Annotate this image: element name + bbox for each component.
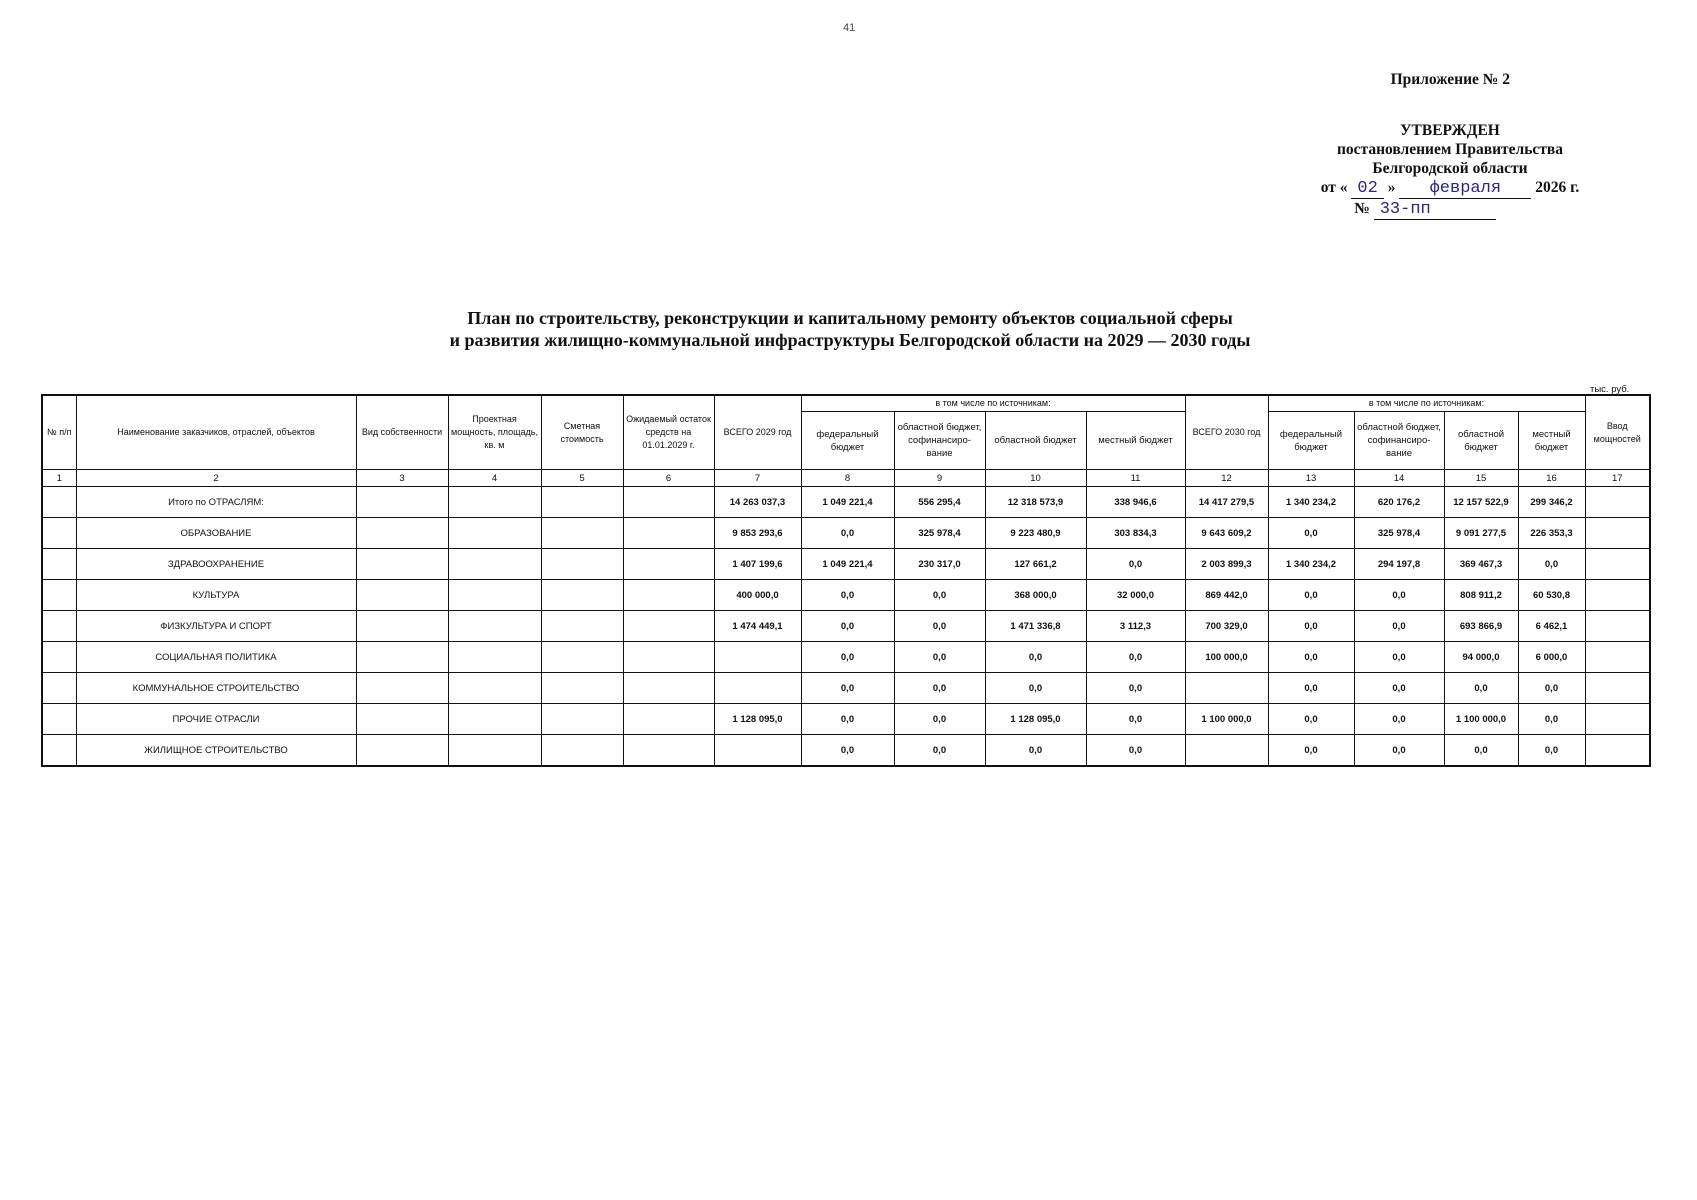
cell-total2030	[1185, 673, 1268, 704]
cell-capacity	[448, 735, 541, 767]
cell-commissioning	[1585, 580, 1650, 611]
header-regional-2029: областной бюджет	[985, 412, 1086, 470]
cell-total2029: 1 128 095,0	[714, 704, 801, 735]
column-number: 7	[714, 470, 801, 487]
cell-federal2029: 0,0	[801, 735, 894, 767]
cell-cofin2029: 0,0	[894, 642, 985, 673]
cell-federal2029: 0,0	[801, 673, 894, 704]
header-total-2030: ВСЕГО 2030 год	[1185, 395, 1268, 470]
cell-num	[42, 704, 76, 735]
cell-federal2030: 0,0	[1268, 735, 1354, 767]
cell-total2030: 2 003 899,3	[1185, 549, 1268, 580]
cell-ownership	[356, 549, 448, 580]
table-row	[42, 735, 1650, 767]
cell-capacity	[448, 549, 541, 580]
column-number: 11	[1086, 470, 1185, 487]
cell-estimate	[541, 704, 623, 735]
cell-num	[42, 735, 76, 767]
column-number: 2	[76, 470, 356, 487]
cell-local2030: 60 530,8	[1518, 580, 1585, 611]
cell-local2029: 32 000,0	[1086, 580, 1185, 611]
cell-cofin2029: 0,0	[894, 580, 985, 611]
cell-ownership	[356, 735, 448, 767]
cell-federal2030: 0,0	[1268, 580, 1354, 611]
cell-capacity	[448, 518, 541, 549]
cell-regional2029: 0,0	[985, 673, 1086, 704]
header-row-groups	[42, 395, 1650, 412]
header-total-2029: ВСЕГО 2029 год	[714, 395, 801, 470]
header-commissioning: Ввод мощностей	[1585, 395, 1650, 470]
date-mid: »	[1387, 179, 1396, 196]
cell-capacity	[448, 611, 541, 642]
cell-local2029: 0,0	[1086, 642, 1185, 673]
cell-cofin2030: 0,0	[1354, 580, 1444, 611]
header-ownership: Вид собственности	[356, 395, 448, 470]
cell-name: КОММУНАЛЬНОЕ СТРОИТЕЛЬСТВО	[76, 673, 356, 704]
approval-number	[1300, 199, 1600, 220]
cell-cofin2030: 0,0	[1354, 735, 1444, 767]
cell-remainder	[623, 611, 714, 642]
cell-regional2030: 369 467,3	[1444, 549, 1518, 580]
cell-regional2029: 9 223 480,9	[985, 518, 1086, 549]
cell-cofin2029: 0,0	[894, 704, 985, 735]
cell-cofin2029: 325 978,4	[894, 518, 985, 549]
cell-regional2030: 1 100 000,0	[1444, 704, 1518, 735]
appendix-label: Приложение № 2	[1390, 71, 1510, 88]
cell-estimate	[541, 735, 623, 767]
cell-capacity	[448, 580, 541, 611]
cell-cofin2030: 0,0	[1354, 704, 1444, 735]
cell-cofin2030: 620 176,2	[1354, 487, 1444, 518]
cell-federal2030: 1 340 234,2	[1268, 487, 1354, 518]
cell-name: ЖИЛИЩНОЕ СТРОИТЕЛЬСТВО	[76, 735, 356, 767]
cell-capacity	[448, 487, 541, 518]
cell-regional2029: 1 471 336,8	[985, 611, 1086, 642]
approval-line-1: постановлением Правительства	[1336, 141, 1564, 158]
cell-name: ЗДРАВООХРАНЕНИЕ	[76, 549, 356, 580]
cell-cofin2030: 294 197,8	[1354, 549, 1444, 580]
approval-date	[1300, 178, 1600, 199]
cell-local2029: 0,0	[1086, 673, 1185, 704]
date-prefix: от «	[1320, 179, 1348, 196]
cell-total2029: 9 853 293,6	[714, 518, 801, 549]
cell-capacity	[448, 673, 541, 704]
cell-estimate	[541, 673, 623, 704]
cell-commissioning	[1585, 642, 1650, 673]
cell-cofin2030: 0,0	[1354, 611, 1444, 642]
cell-commissioning	[1585, 704, 1650, 735]
header-federal-2030: федеральный бюджет	[1268, 412, 1354, 470]
cell-estimate	[541, 642, 623, 673]
header-capacity: Проектная мощность, площадь, кв. м	[448, 395, 541, 470]
cell-ownership	[356, 487, 448, 518]
cell-capacity	[448, 642, 541, 673]
cell-federal2030: 0,0	[1268, 704, 1354, 735]
date-year: 2026 г.	[1535, 179, 1580, 196]
cell-local2029: 0,0	[1086, 704, 1185, 735]
approval-line-2: Белгородской области	[1372, 160, 1528, 177]
column-number: 3	[356, 470, 448, 487]
cell-federal2029: 1 049 221,4	[801, 549, 894, 580]
cell-remainder	[623, 580, 714, 611]
header-local-2029: местный бюджет	[1086, 412, 1185, 470]
cell-remainder	[623, 704, 714, 735]
table-row	[42, 642, 1650, 673]
cell-regional2030: 94 000,0	[1444, 642, 1518, 673]
cell-local2030: 226 353,3	[1518, 518, 1585, 549]
cell-remainder	[623, 518, 714, 549]
header-local-2030: местный бюджет	[1518, 412, 1585, 470]
cell-federal2030: 0,0	[1268, 642, 1354, 673]
cell-local2030: 0,0	[1518, 704, 1585, 735]
cell-total2029: 1 474 449,1	[714, 611, 801, 642]
column-number: 12	[1185, 470, 1268, 487]
cell-total2029: 400 000,0	[714, 580, 801, 611]
cell-cofin2029: 0,0	[894, 735, 985, 767]
cell-local2030: 0,0	[1518, 735, 1585, 767]
cell-federal2030: 1 340 234,2	[1268, 549, 1354, 580]
cell-regional2030: 0,0	[1444, 735, 1518, 767]
cell-regional2030: 12 157 522,9	[1444, 487, 1518, 518]
cell-local2030: 6 000,0	[1518, 642, 1585, 673]
cell-ownership	[356, 704, 448, 735]
cell-name: КУЛЬТУРА	[76, 580, 356, 611]
cell-federal2029: 0,0	[801, 580, 894, 611]
cell-total2030: 1 100 000,0	[1185, 704, 1268, 735]
cell-local2029: 338 946,6	[1086, 487, 1185, 518]
cell-cofin2030: 325 978,4	[1354, 518, 1444, 549]
cell-total2030: 700 329,0	[1185, 611, 1268, 642]
column-number: 8	[801, 470, 894, 487]
cell-total2030: 14 417 279,5	[1185, 487, 1268, 518]
cell-commissioning	[1585, 735, 1650, 767]
approved-label: УТВЕРЖДЕН	[1400, 122, 1500, 139]
cell-ownership	[356, 673, 448, 704]
cell-regional2029: 0,0	[985, 735, 1086, 767]
cell-total2029	[714, 673, 801, 704]
cell-remainder	[623, 673, 714, 704]
cell-cofin2029: 230 317,0	[894, 549, 985, 580]
cell-remainder	[623, 735, 714, 767]
cell-total2029	[714, 735, 801, 767]
column-number: 16	[1518, 470, 1585, 487]
cell-num	[42, 487, 76, 518]
cell-commissioning	[1585, 549, 1650, 580]
header-num: № п/п	[42, 395, 76, 470]
column-number: 5	[541, 470, 623, 487]
cell-commissioning	[1585, 518, 1650, 549]
date-day: 02	[1351, 179, 1383, 199]
cell-commissioning	[1585, 673, 1650, 704]
cell-cofin2029: 0,0	[894, 673, 985, 704]
cell-num	[42, 580, 76, 611]
cell-num	[42, 518, 76, 549]
cell-total2029: 1 407 199,6	[714, 549, 801, 580]
cell-regional2029: 0,0	[985, 642, 1086, 673]
document-title	[300, 307, 1400, 351]
cell-num	[42, 611, 76, 642]
cell-cofin2029: 0,0	[894, 611, 985, 642]
cell-total2030: 100 000,0	[1185, 642, 1268, 673]
cell-cofin2029: 556 295,4	[894, 487, 985, 518]
cell-federal2029: 0,0	[801, 611, 894, 642]
table-row	[42, 704, 1650, 735]
cell-ownership	[356, 518, 448, 549]
cell-federal2029: 0,0	[801, 518, 894, 549]
cell-estimate	[541, 518, 623, 549]
cell-commissioning	[1585, 611, 1650, 642]
cell-total2030: 9 643 609,2	[1185, 518, 1268, 549]
column-number: 14	[1354, 470, 1444, 487]
cell-total2029	[714, 642, 801, 673]
column-number: 6	[623, 470, 714, 487]
table-row	[42, 580, 1650, 611]
column-number: 4	[448, 470, 541, 487]
cell-regional2029: 368 000,0	[985, 580, 1086, 611]
cell-num	[42, 673, 76, 704]
number-prefix: №	[1354, 200, 1370, 217]
cell-federal2030: 0,0	[1268, 518, 1354, 549]
cell-num	[42, 549, 76, 580]
cell-federal2029: 1 049 221,4	[801, 487, 894, 518]
cell-name: Итого по ОТРАСЛЯМ:	[76, 487, 356, 518]
cell-regional2030: 693 866,9	[1444, 611, 1518, 642]
cell-local2029: 3 112,3	[1086, 611, 1185, 642]
table-row	[42, 518, 1650, 549]
cell-name: ОБРАЗОВАНИЕ	[76, 518, 356, 549]
cell-commissioning	[1585, 487, 1650, 518]
table-row	[42, 611, 1650, 642]
cell-regional2030: 808 911,2	[1444, 580, 1518, 611]
cell-estimate	[541, 580, 623, 611]
cell-regional2029: 1 128 095,0	[985, 704, 1086, 735]
cell-total2029: 14 263 037,3	[714, 487, 801, 518]
header-sources-2030: в том числе по источникам:	[1268, 395, 1585, 412]
cell-remainder	[623, 487, 714, 518]
header-cofin-2030: областной бюджет, софинансиро-вание	[1354, 412, 1444, 470]
table-row	[42, 549, 1650, 580]
cell-estimate	[541, 549, 623, 580]
document-number: 33-пп	[1374, 200, 1496, 220]
cell-estimate	[541, 611, 623, 642]
cell-local2030: 299 346,2	[1518, 487, 1585, 518]
column-number: 10	[985, 470, 1086, 487]
cell-local2030: 0,0	[1518, 673, 1585, 704]
title-line-2: и развития жилищно-коммунальной инфраструктуры Белгородской области на 2029 — 2030 годы	[449, 330, 1251, 350]
cell-local2029: 0,0	[1086, 735, 1185, 767]
page-number: 41	[843, 22, 856, 34]
units-label: тыс. руб.	[1590, 384, 1630, 395]
cell-remainder	[623, 549, 714, 580]
cell-local2029: 303 834,3	[1086, 518, 1185, 549]
cell-total2030	[1185, 735, 1268, 767]
header-sources-2029: в том числе по источникам:	[801, 395, 1185, 412]
cell-local2030: 0,0	[1518, 549, 1585, 580]
column-number: 1	[42, 470, 76, 487]
approval-block	[1300, 70, 1600, 220]
cell-ownership	[356, 611, 448, 642]
cell-remainder	[623, 642, 714, 673]
cell-regional2029: 127 661,2	[985, 549, 1086, 580]
cell-total2030: 869 442,0	[1185, 580, 1268, 611]
cell-estimate	[541, 487, 623, 518]
cell-num	[42, 642, 76, 673]
cell-name: СОЦИАЛЬНАЯ ПОЛИТИКА	[76, 642, 356, 673]
cell-regional2030: 0,0	[1444, 673, 1518, 704]
cell-cofin2030: 0,0	[1354, 642, 1444, 673]
header-regional-2030: областной бюджет	[1444, 412, 1518, 470]
cell-local2029: 0,0	[1086, 549, 1185, 580]
cell-regional2029: 12 318 573,9	[985, 487, 1086, 518]
column-numbers-row	[42, 470, 1650, 487]
table-row	[42, 487, 1650, 518]
cell-ownership	[356, 642, 448, 673]
title-line-1: План по строительству, реконструкции и капитальному ремонту объектов социальной сферы	[467, 308, 1233, 328]
cell-name: ФИЗКУЛЬТУРА И СПОРТ	[76, 611, 356, 642]
cell-ownership	[356, 580, 448, 611]
header-name: Наименование заказчиков, отраслей, объектов	[76, 395, 356, 470]
header-federal-2029: федеральный бюджет	[801, 412, 894, 470]
plan-table	[41, 394, 1651, 767]
cell-capacity	[448, 704, 541, 735]
header-estimate: Сметная стоимость	[541, 395, 623, 470]
header-remainder: Ожидаемый остаток средств на 01.01.2029 г.	[623, 395, 714, 470]
header-cofin-2029: областной бюджет, софинансиро-вание	[894, 412, 985, 470]
cell-federal2030: 0,0	[1268, 611, 1354, 642]
cell-name: ПРОЧИЕ ОТРАСЛИ	[76, 704, 356, 735]
column-number: 17	[1585, 470, 1650, 487]
date-month: февраля	[1399, 179, 1531, 199]
cell-federal2029: 0,0	[801, 704, 894, 735]
column-number: 13	[1268, 470, 1354, 487]
cell-federal2030: 0,0	[1268, 673, 1354, 704]
cell-local2030: 6 462,1	[1518, 611, 1585, 642]
table-row	[42, 673, 1650, 704]
cell-regional2030: 9 091 277,5	[1444, 518, 1518, 549]
column-number: 15	[1444, 470, 1518, 487]
column-number: 9	[894, 470, 985, 487]
cell-federal2029: 0,0	[801, 642, 894, 673]
cell-cofin2030: 0,0	[1354, 673, 1444, 704]
